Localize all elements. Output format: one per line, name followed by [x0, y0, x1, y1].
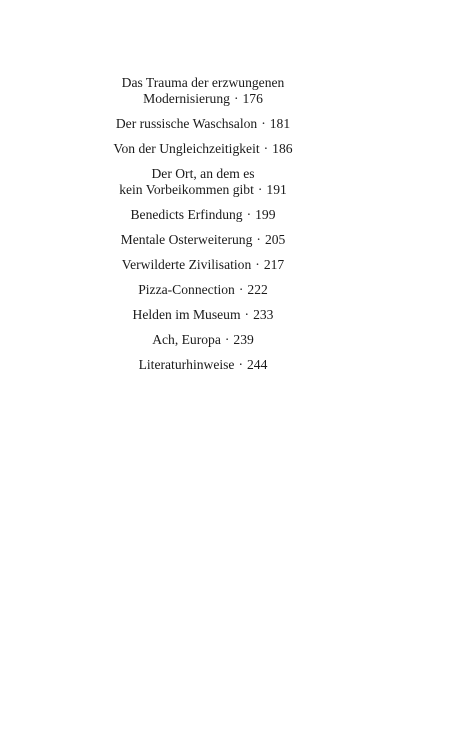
toc-entry-title: Helden im Museum [132, 307, 241, 322]
toc-page-number: 199 [255, 207, 276, 222]
toc-page-number: 186 [272, 141, 293, 156]
toc-entry [92, 232, 314, 248]
toc-entry-title-line [92, 357, 314, 373]
toc-entry-title-line [92, 207, 314, 223]
toc-entry [92, 307, 314, 323]
toc-page-number: 222 [247, 282, 268, 297]
toc-page-number: 233 [253, 307, 274, 322]
toc-entry-title: Pizza-Connection [138, 282, 235, 297]
toc-entry [92, 75, 314, 107]
table-of-contents [92, 75, 314, 382]
toc-separator: · [233, 91, 239, 106]
toc-separator: · [255, 257, 260, 272]
toc-entry [92, 357, 314, 373]
toc-entry-title-line [92, 307, 314, 323]
toc-separator: · [261, 116, 266, 131]
toc-entry [92, 166, 314, 198]
toc-entry-title: Literaturhinweise [138, 357, 235, 372]
toc-entry-title-line: Der Ort, an dem es [151, 166, 255, 181]
toc-entry-title-line: Das Trauma der erzwungenen [121, 75, 285, 90]
toc-entry [92, 332, 314, 348]
toc-separator: · [238, 357, 243, 372]
toc-entry-title: Von der Ungleichzeitigkeit [113, 141, 260, 156]
toc-entry-title-line [92, 141, 314, 157]
toc-separator: · [246, 207, 252, 222]
toc-page-number: 191 [266, 182, 287, 197]
toc-entry-title: Verwilderte Zivilisation [121, 257, 252, 272]
toc-entry-title: Benedicts Erfindung [130, 207, 243, 222]
toc-page-number: 176 [242, 91, 263, 106]
toc-page-number: 239 [233, 332, 254, 347]
toc-entry-title-line [92, 91, 314, 107]
toc-entry [92, 141, 314, 157]
toc-entry [92, 207, 314, 223]
toc-separator: · [257, 182, 263, 197]
toc-entry [92, 282, 314, 298]
toc-separator: · [238, 282, 244, 297]
toc-separator: · [263, 141, 269, 156]
toc-entry-title-line [92, 232, 314, 248]
toc-separator: · [244, 307, 250, 322]
toc-entry-title-line [92, 116, 314, 132]
toc-page-number: 217 [263, 257, 285, 272]
toc-entry [92, 116, 314, 132]
toc-page-number: 181 [269, 116, 291, 131]
toc-entry-title: kein Vorbeikommen gibt [119, 182, 254, 197]
toc-entry-title-line [92, 332, 314, 348]
toc-separator: · [224, 332, 230, 347]
toc-entry-title-line [92, 182, 314, 198]
toc-entry-title: Modernisierung [143, 91, 230, 106]
toc-entry-title-line [92, 257, 314, 273]
toc-entry-title: Der russische Waschsalon [115, 116, 258, 131]
toc-entry-title: Mentale Osterweiterung [120, 232, 253, 247]
toc-separator: · [256, 232, 261, 247]
toc-page-number: 205 [264, 232, 286, 247]
toc-page-number: 244 [247, 357, 268, 372]
toc-entry [92, 257, 314, 273]
toc-entry-title-line [92, 282, 314, 298]
toc-entry-title: Ach, Europa [152, 332, 221, 347]
